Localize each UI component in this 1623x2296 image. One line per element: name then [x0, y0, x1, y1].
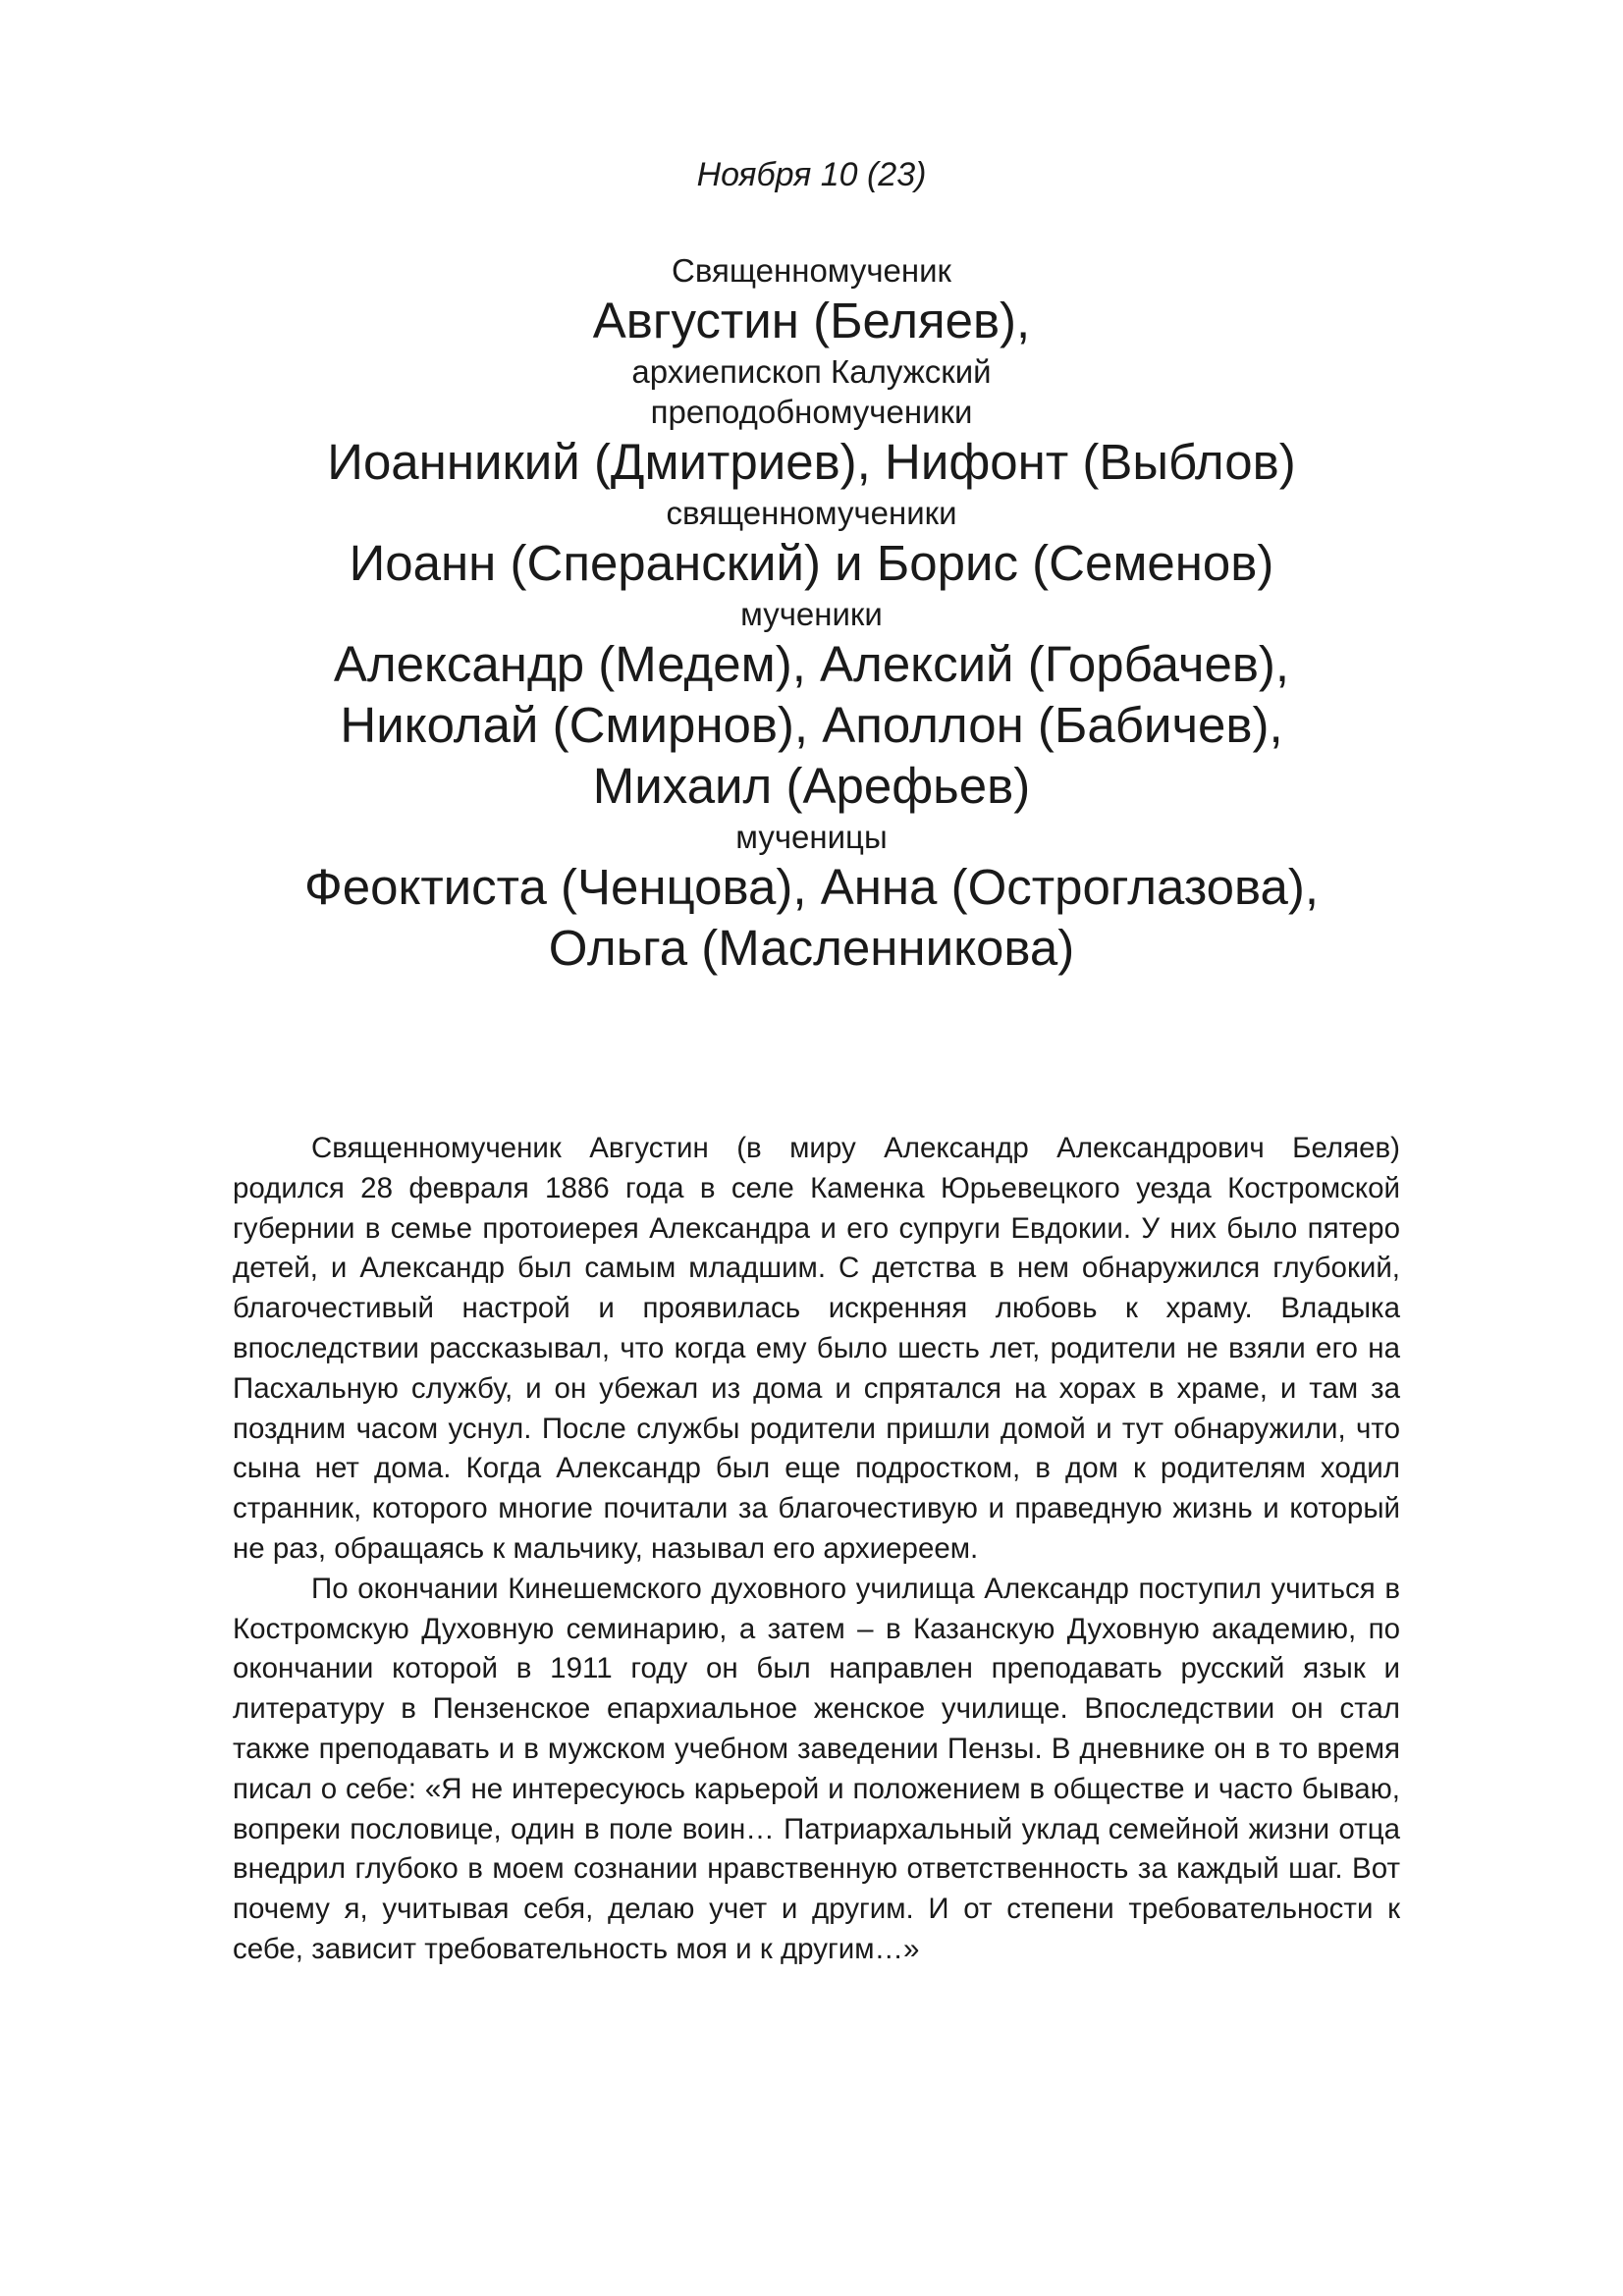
saint-name: Михаил (Арефьев) [592, 758, 1031, 814]
title-label: архиепископ Калужский [631, 353, 992, 390]
saint-name: Александр (Медем), Алексий (Горбачев), [333, 636, 1290, 692]
saint-name: Августин (Беляев), [592, 293, 1031, 348]
rank-label: мученицы [735, 819, 888, 855]
paragraph: Священномученик Августин (в миру Александр Александрович Беляев) родился 28 февраля 1886 года в селе Каменка Юрьевецкого уезда Костромской губернии в семье протоиерея Александра и его супруги Евдокии. У них было пятеро детей, и Александр был самым младшим. С детства в нем обнаружился глубокий, благочестивый настрой и проявилась искренняя любовь к храму. Владыка впоследствии рассказывал, что когда ему было шесть лет, родители не взяли его на Пасхальную службу, и он убежал из дома и спрятался на хорах в храме, и там за поздним часом уснул. После службы родители пришли домой и тут обнаружили, что сына нет дома. Когда Александр был еще подростком, в дом к родителям ходил странник, которого многие почитали за благочестивую и праведную жизнь и который не раз, обращаясь к мальчику, называл его архиереем. [233, 1132, 1400, 1565]
rank-label: мученики [740, 596, 883, 632]
rank-label: Священномученик [672, 252, 951, 289]
commemoration-heading [147, 250, 1476, 979]
saint-name: Иоанн (Сперанский) и Борис (Семенов) [349, 535, 1274, 591]
rank-label: преподобномученики [650, 394, 973, 430]
saint-name: Феоктиста (Ченцова), Анна (Остроглазова), [303, 859, 1320, 915]
saint-name: Ольга (Масленникова) [548, 920, 1075, 976]
saint-name: Иоанникий (Дмитриев), Нифонт (Выблов) [327, 434, 1296, 490]
body-text [233, 1129, 1400, 1970]
paragraph: По окончании Кинешемского духовного училища Александр поступил учиться в Костромскую Духовную семинарию, а затем – в Казанскую Духовную академию, по окончании которой в 1911 году он был направлен преподавать русский язык и литературу в Пензенское епархиальное женское училище. Впоследствии он стал также преподавать и в мужском учебном заведении Пензы. В дневнике он в то время писал о себе: «Я не интересуюсь карьерой и положением в обществе и часто бываю, вопреки пословице, один в поле воин… Патриархальный уклад семейной жизни отца внедрил глубоко в моем сознании нравственную ответственность за каждый шаг. Вот почему я, учитывая себя, делаю учет и другим. И от степени требовательности к себе, зависит требовательность моя и к другим…» [233, 1572, 1400, 1965]
date-line: Ноября 10 (23) [696, 156, 927, 193]
saint-name: Николай (Смирнов), Аполлон (Бабичев), [340, 697, 1283, 753]
rank-label: священномученики [666, 495, 957, 531]
